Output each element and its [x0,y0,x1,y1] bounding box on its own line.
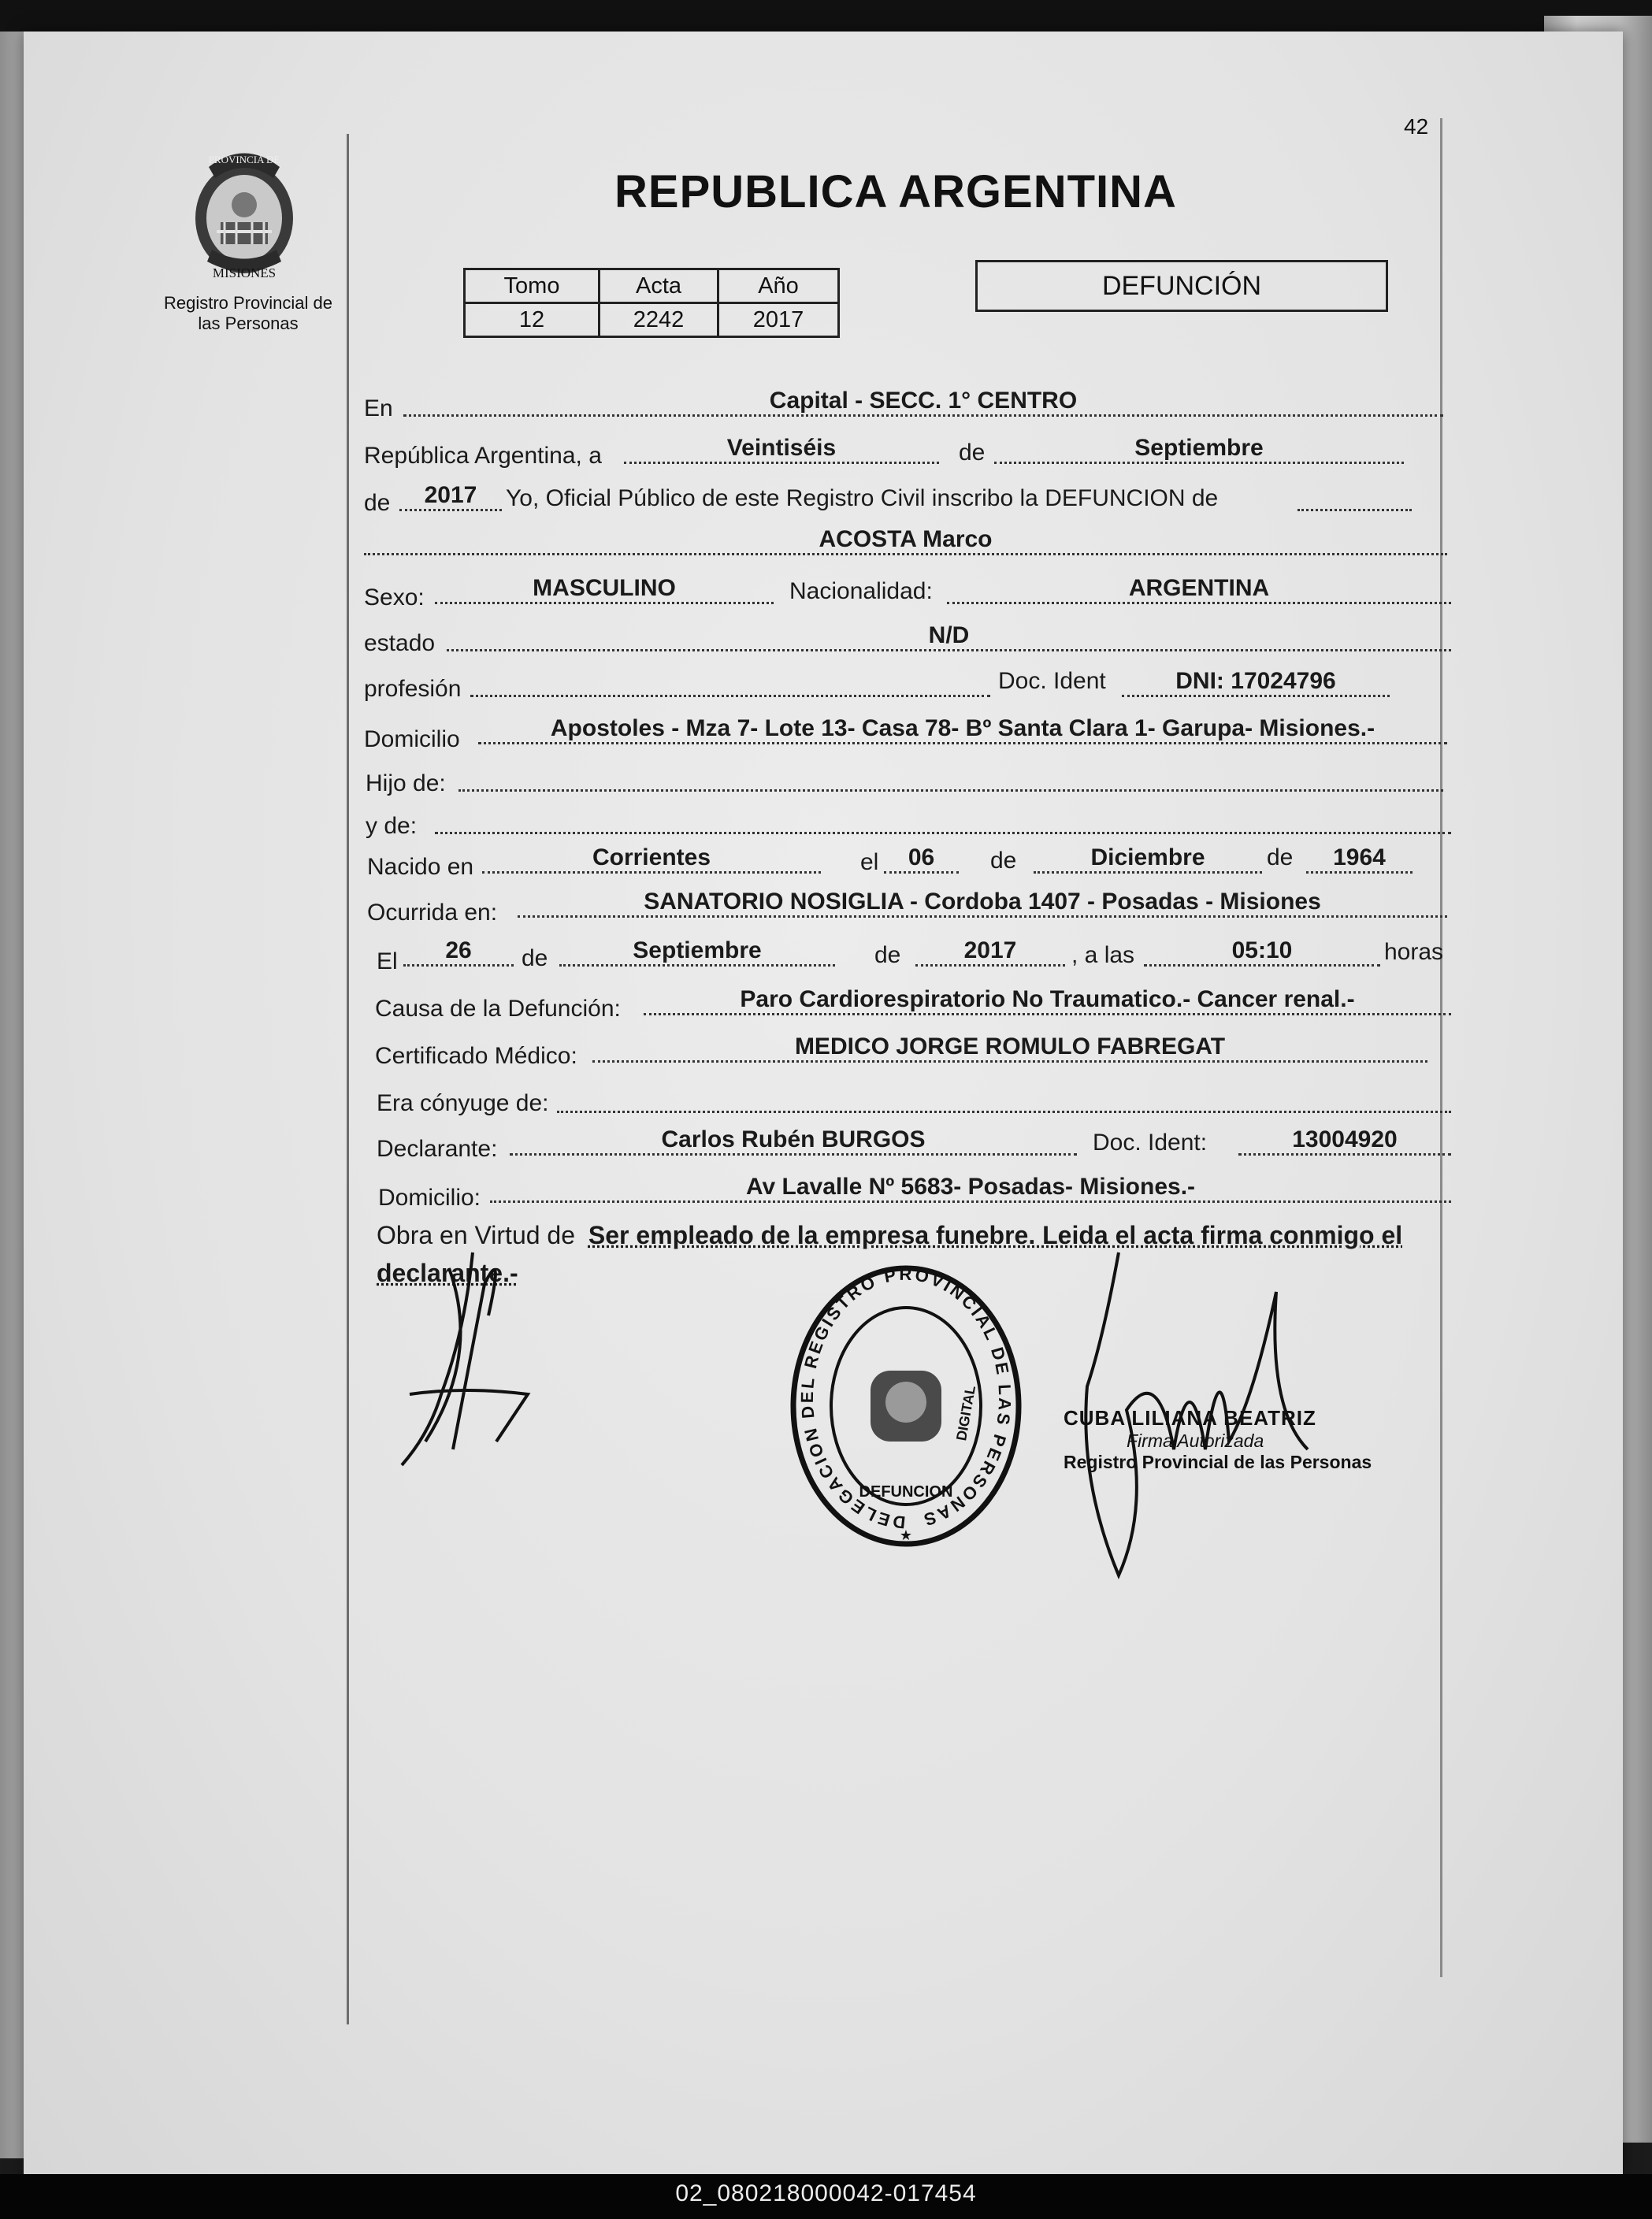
sex-nationality-line [364,575,1451,610]
hijo-line [364,763,1451,794]
ano-value: 2017 [718,303,839,337]
acta-value: 2242 [600,303,718,337]
place-line [364,388,1451,419]
nacionalidad-label: Nacionalidad: [789,578,933,604]
registry-caption: Registro Provincial de las Personas [164,293,332,333]
death-date-line [364,937,1451,974]
causa-label: Causa de la Defunción: [375,996,621,1022]
death-time-field: 05:10 [1144,937,1380,967]
sexo-field: MASCULINO [435,575,774,604]
month-field: Septiembre [994,435,1404,464]
y-de-field [435,805,1451,834]
de-death-month-label: de [522,945,548,971]
date-line [364,435,1451,469]
birthplace-field: Corrientes [482,844,821,874]
svg-text:MISIONES: MISIONES [212,265,277,280]
nacido-label: Nacido en [367,854,474,880]
left-margin-rule [347,134,349,2024]
official-signature-block [1064,1406,1372,1473]
conyuge-line [364,1084,1451,1115]
de-year-label: de [364,490,391,516]
obra-text-2: declarante.- [377,1259,518,1287]
birth-day-field: 06 [884,844,959,874]
declarant-signature [394,1237,567,1473]
day-words-field: Veintiséis [624,435,939,464]
page-number: 42 [1404,114,1429,139]
place-field: Capital - SECC. 1° CENTRO [403,388,1443,417]
tomo-header: Tomo [465,269,600,303]
declarante-field: Carlos Rubén BURGOS [510,1126,1077,1156]
El-label: El [377,948,398,974]
occurred-line [364,889,1451,926]
certificado-line [364,1033,1451,1069]
document-code: 02_080218000042-017454 [675,2180,977,2206]
svg-text:★: ★ [899,1527,913,1543]
en-label: En [364,395,393,421]
estado-label: estado [364,630,436,656]
doc-field: DNI: 17024796 [1122,668,1390,697]
deceased-line [364,526,1451,558]
decl-doc-field: 13004920 [1238,1126,1451,1156]
decl-domicilio-label: Domicilio: [378,1185,481,1211]
obra-text: Ser empleado de la empresa funebre. Leida el acta firma conmigo el [588,1221,1403,1249]
declarante-line [364,1126,1451,1162]
de-birth-year-label: de [1267,844,1294,870]
ocurrida-label: Ocurrida en: [367,900,498,926]
causa-line [364,986,1451,1022]
svg-text:DELEGACION DEL REGISTRO PROVIN: DELEGACION DEL REGISTRO PROVINCIAL DE LAS PERSONAS [796,1263,1015,1533]
official-role: Firma Autorizada [1127,1430,1264,1451]
statement-tail [1297,482,1412,511]
decl-doc-label: Doc. Ident: [1093,1130,1208,1156]
ocurrida-field: SANATORIO NOSIGLIA - Cordoba 1407 - Posadas - Misiones [518,889,1447,918]
birth-line [364,844,1451,880]
domicilio-field: Apostoles - Mza 7- Lote 13- Casa 78- Bº Santa Clara 1- Garupa- Misiones.- [478,715,1447,744]
domicilio-line [364,715,1451,752]
acta-header: Acta [600,269,718,303]
declarante-label: Declarante: [377,1136,498,1162]
year-field: 2017 [399,482,502,511]
y-de-line [364,805,1451,837]
nacionalidad-field: ARGENTINA [947,575,1451,604]
certificado-field: MEDICO JORGE ROMULO FABREGAT [592,1033,1427,1063]
decl-domicilio-field: Av Lavalle Nº 5683- Posadas- Misiones.- [490,1174,1451,1203]
estado-field: N/D [447,622,1451,651]
domicilio-label: Domicilio [364,726,460,752]
y-de-label: y de: [366,813,418,839]
official-office: Registro Provincial de las Personas [1064,1452,1372,1472]
el-label: el [860,849,879,875]
svg-text:DEFUNCION: DEFUNCION [859,1483,953,1501]
profesion-field [470,668,990,697]
profession-doc-line [364,668,1451,702]
record-type-box: DEFUNCIÓN [975,260,1388,312]
statement-line [364,482,1451,514]
svg-text:PROVINCIA DE: PROVINCIA DE [208,154,280,165]
provincial-seal-icon [177,143,311,285]
a-las-label: , a las [1071,942,1135,968]
conyuge-label: Era cónyuge de: [377,1090,549,1116]
doc-label: Doc. Ident [998,668,1106,694]
certificado-label: Certificado Médico: [375,1043,577,1069]
estado-line [364,622,1451,654]
causa-field: Paro Cardiorespiratorio No Traumatico.- Cancer renal.- [644,986,1451,1015]
horas-label: horas [1384,939,1444,965]
statement-text: Yo, Oficial Público de este Registro Civil inscribo la DEFUNCION de [506,485,1219,511]
death-day-field: 26 [403,937,514,967]
reference-table [463,268,840,338]
decl-domicilio-line [364,1174,1451,1211]
birth-year-field: 1964 [1306,844,1413,874]
hijo-label: Hijo de: [366,770,446,796]
de-label: de [959,440,986,466]
document-title: REPUBLICA ARGENTINA [614,166,1177,217]
profesion-label: profesión [364,676,462,702]
official-stamp-icon [788,1260,1024,1552]
hijo-field [458,763,1443,792]
conyuge-field [557,1084,1451,1113]
death-year-field: 2017 [915,937,1065,967]
deceased-name-field: ACOSTA Marco [364,526,1447,555]
tomo-value: 12 [465,303,600,337]
obra-label: Obra en Virtud de [377,1221,576,1249]
de-birth-month-label: de [990,848,1017,874]
sexo-label: Sexo: [364,584,425,610]
republica-label: República Argentina, a [364,443,602,469]
official-name: CUBA LILIANA BEATRIZ [1064,1406,1316,1430]
birth-month-field: Diciembre [1034,844,1262,874]
svg-text:DIGITAL: DIGITAL [953,1384,979,1442]
ano-header: Año [718,269,839,303]
scan-background [0,0,1652,32]
death-month-field: Septiembre [559,937,835,967]
de-death-year-label: de [874,942,901,968]
